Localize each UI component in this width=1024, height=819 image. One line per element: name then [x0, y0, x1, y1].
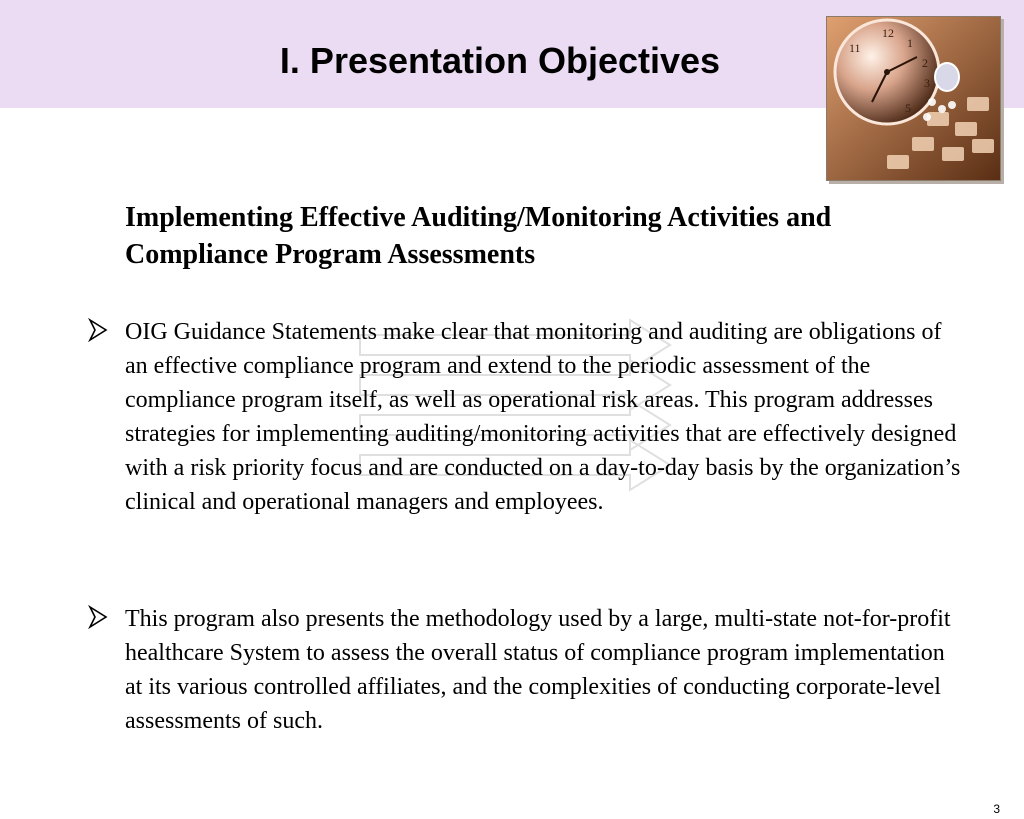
bullet-text: This program also presents the methodology used by a large, multi-state not-for-profit healthcare System to assess the overall status of compliance program implementation at its various controlled affiliates, and the complexities of conducting corporate-level assessments of such.	[125, 606, 951, 734]
arrowhead-bullet-icon	[88, 318, 108, 342]
svg-text:5: 5	[905, 101, 911, 115]
clock-photo-icon	[826, 16, 1001, 181]
svg-text:2: 2	[922, 56, 928, 70]
svg-text:3: 3	[924, 76, 930, 90]
bullet-text: OIG Guidance Statements make clear that monitoring and auditing are obligations of an effective compliance program and extend to the periodic assessment of the compliance program itself, as well as operational risk areas. This program addresses strategies for implementing auditing/monitoring activities that are effectively designed with a risk priority focus and are conducted on a day-to-day basis by the organization’s clinical and operational managers and employees.	[125, 319, 961, 515]
slide-subtitle: Implementing Effective Auditing/Monitoring Activities and Compliance Program Assessments	[125, 202, 832, 270]
svg-text:1: 1	[907, 36, 913, 50]
page-number: 3	[993, 802, 1000, 816]
bullet-item	[88, 602, 968, 738]
svg-text:12: 12	[882, 26, 894, 40]
arrowhead-bullet-icon	[88, 605, 108, 629]
slide-title: I. Presentation Objectives	[279, 40, 721, 81]
bullet-item	[88, 315, 968, 519]
svg-text:11: 11	[849, 41, 861, 55]
